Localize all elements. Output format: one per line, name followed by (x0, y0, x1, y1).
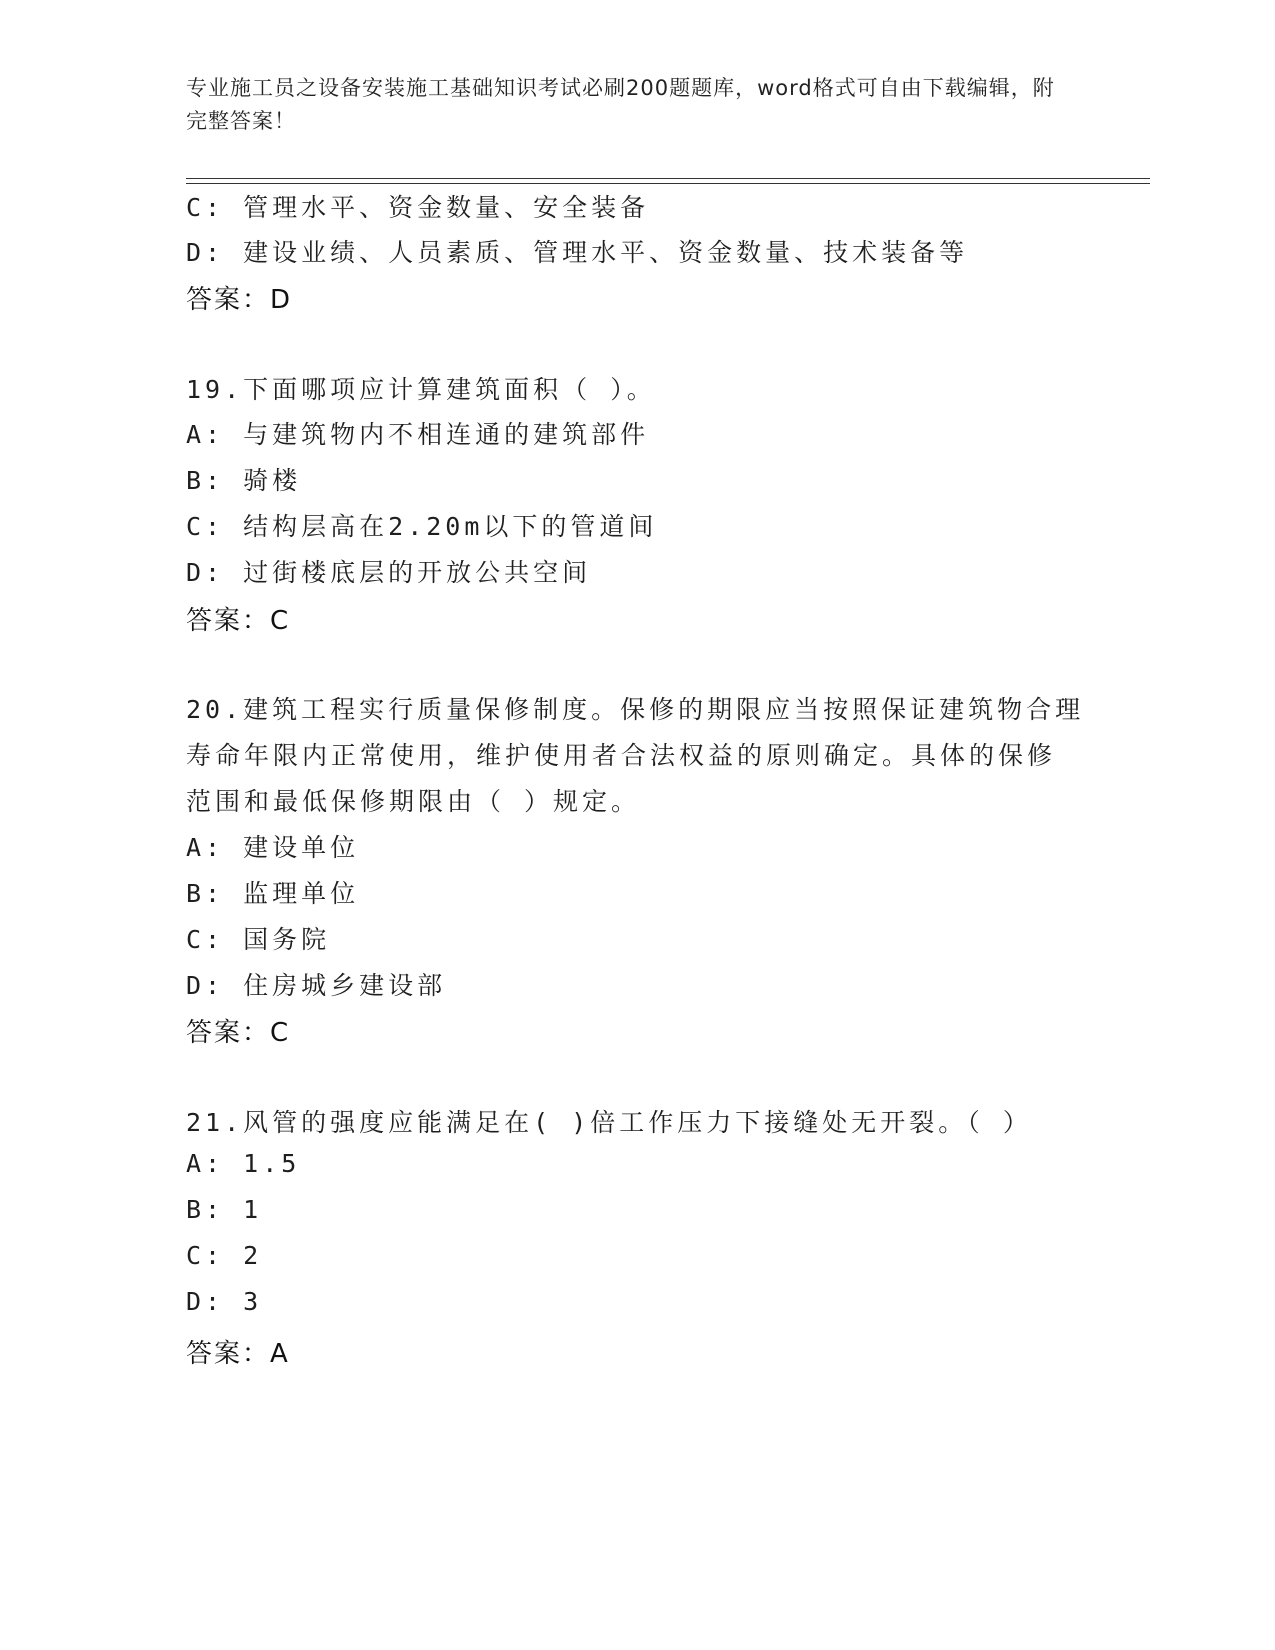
q19-stem: 19.下面哪项应计算建筑面积（ ）。 (186, 375, 656, 404)
q20-answer: 答案：C (186, 1018, 291, 1048)
q20-option-a: A: 建设单位 (186, 833, 360, 862)
q19-option-b: B: 骑楼 (186, 466, 302, 495)
q20-stem-line-3: 范围和最低保修期限由（ ）规定。 (186, 787, 641, 816)
q19-option-c: C: 结构层高在2.20m以下的管道间 (186, 512, 658, 541)
q18-option-c: C: 管理水平、资金数量、安全装备 (186, 193, 650, 222)
q21-option-d: D: 3 (186, 1287, 263, 1316)
q21-answer: 答案：A (186, 1339, 290, 1369)
header-divider-bottom (186, 183, 1150, 184)
q18-answer: 答案：D (186, 285, 293, 315)
q20-option-d: D: 住房城乡建设部 (186, 971, 447, 1000)
q21-stem: 21.风管的强度应能满足在( )倍工作压力下接缝处无开裂。（ ） (186, 1108, 1032, 1137)
q20-option-c: C: 国务院 (186, 925, 331, 954)
q20-option-b: B: 监理单位 (186, 879, 360, 908)
q21-option-c: C: 2 (186, 1241, 263, 1270)
q21-option-a: A: 1.5 (186, 1149, 301, 1178)
q21-option-b: B: 1 (186, 1195, 263, 1224)
q20-stem-line-2: 寿命年限内正常使用，维护使用者合法权益的原则确定。具体的保修 (186, 741, 1057, 770)
q20-stem-line-1: 20.建筑工程实行质量保修制度。保修的期限应当按照保证建筑物合理 (186, 695, 1085, 724)
q19-option-d: D: 过街楼底层的开放公共空间 (186, 558, 592, 587)
q19-option-a: A: 与建筑物内不相连通的建筑部件 (186, 420, 650, 449)
page-header-title: 专业施工员之设备安装施工基础知识考试必刷200题题库，word格式可自由下载编辑，附完整答案！ (186, 76, 1055, 133)
q19-answer: 答案：C (186, 606, 291, 636)
q18-option-d: D: 建设业绩、人员素质、管理水平、资金数量、技术装备等 (186, 238, 969, 267)
header-divider-top (186, 178, 1150, 179)
